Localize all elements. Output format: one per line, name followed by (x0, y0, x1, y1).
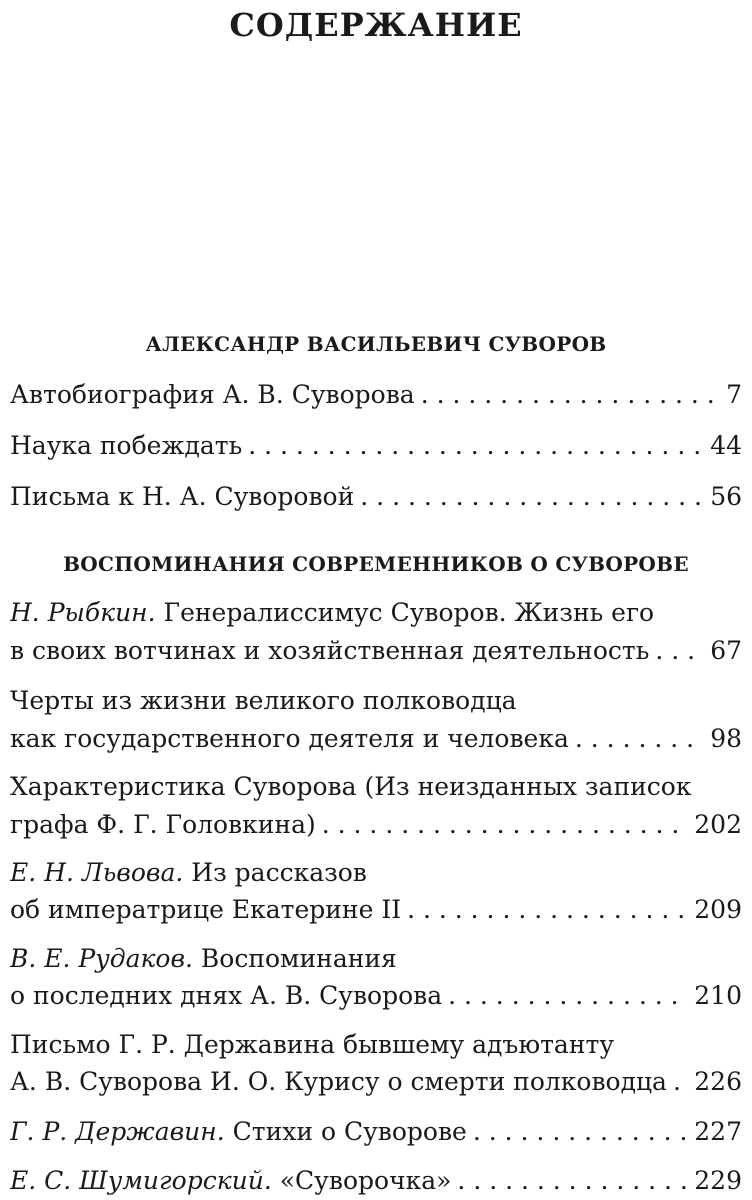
entry-page: 227 (694, 1117, 742, 1146)
entry-title: Из рассказов (191, 858, 367, 887)
entry-title-cont: о последних днях А. В. Суворова (10, 981, 443, 1010)
entry-title: Автобиография А. В. Суворова (10, 380, 415, 409)
toc-entry-shumigorsky[interactable] (10, 1166, 742, 1196)
toc-entry-rudakov-line1[interactable] (10, 944, 742, 974)
entry-title: «Суворочка» (279, 1166, 452, 1195)
toc-entry-rybkin-line2[interactable] (10, 636, 742, 666)
entry-title: Стихи о Суворове (232, 1117, 467, 1146)
toc-entry-traits-line2[interactable] (10, 724, 742, 754)
entry-page: 98 (710, 724, 742, 753)
toc-entry-derzhavin-letter-line1[interactable] (10, 1030, 742, 1060)
entry-title-cont: об императрице Екатерине II (10, 895, 402, 924)
entry-title: Генералиссимус Суворов. Жизнь его (163, 598, 655, 627)
leader-dots (673, 1067, 688, 1097)
leader-dots (655, 636, 704, 666)
toc-entry-lvova-line1[interactable] (10, 858, 742, 888)
entry-page: 229 (694, 1166, 742, 1195)
entry-title-cont: в своих вотчинах и хозяйственная деятельность (10, 636, 650, 665)
entry-title: Воспоминания (200, 944, 397, 973)
toc-entry-rudakov-line2[interactable] (10, 981, 742, 1011)
leader-dots (322, 810, 689, 840)
toc-entry-letters[interactable] (10, 482, 742, 512)
section-heading-suvorov: АЛЕКСАНДР ВАСИЛЬЕВИЧ СУВОРОВ (145, 332, 607, 356)
leader-dots (473, 1117, 688, 1147)
entry-title: Черты из жизни великого полководца (10, 686, 517, 715)
page-title: СОДЕРЖАНИЕ (229, 6, 523, 44)
toc-entry-traits-line1[interactable] (10, 686, 742, 716)
leader-dots (248, 431, 704, 461)
leader-dots (421, 380, 720, 410)
entry-page: 202 (694, 810, 742, 839)
entry-page: 7 (726, 380, 742, 409)
entry-page: 209 (694, 895, 742, 924)
toc-entry-rybkin-line1[interactable] (10, 598, 742, 628)
entry-author: Н. Рыбкин. (10, 598, 156, 627)
section-heading-memoirs: ВОСПОМИНАНИЯ СОВРЕМЕННИКОВ О СУВОРОВЕ (63, 552, 689, 576)
entry-title: Письма к Н. А. Суворовой (10, 482, 355, 511)
entry-title: Характеристика Суворова (Из неизданных записок (10, 772, 692, 801)
leader-dots (575, 724, 704, 754)
entry-page: 56 (710, 482, 742, 511)
toc-entry-characteristic-line2[interactable] (10, 810, 742, 840)
entry-page: 67 (710, 636, 742, 665)
entry-author: В. Е. Рудаков. (10, 944, 193, 973)
entry-page: 44 (710, 431, 742, 460)
entry-title: Наука побеждать (10, 431, 243, 460)
toc-entry-derzhavin-poems[interactable] (10, 1117, 742, 1147)
entry-title-cont: А. В. Суворова И. О. Курису о смерти полководца (10, 1067, 667, 1096)
leader-dots (407, 895, 688, 925)
entry-title: Письмо Г. Р. Державина бывшему адъютанту (10, 1030, 615, 1059)
entry-title-cont: как государственного деятеля и человека (10, 724, 569, 753)
leader-dots (360, 482, 704, 512)
toc-entry-autobiography[interactable] (10, 380, 742, 410)
entry-author: Е. Н. Львова. (10, 858, 184, 887)
toc-entry-science-of-victory[interactable] (10, 431, 742, 461)
entry-page: 226 (694, 1067, 742, 1096)
entry-page: 210 (694, 981, 742, 1010)
toc-entry-lvova-line2[interactable] (10, 895, 742, 925)
leader-dots (448, 981, 688, 1011)
toc-entry-characteristic-line1[interactable] (10, 772, 742, 802)
leader-dots (457, 1166, 688, 1196)
entry-title-cont: графа Ф. Г. Головкина) (10, 810, 316, 839)
entry-author: Г. Р. Державин. (10, 1117, 225, 1146)
toc-entry-derzhavin-letter-line2[interactable] (10, 1067, 742, 1097)
entry-author: Е. С. Шумигорский. (10, 1166, 272, 1195)
